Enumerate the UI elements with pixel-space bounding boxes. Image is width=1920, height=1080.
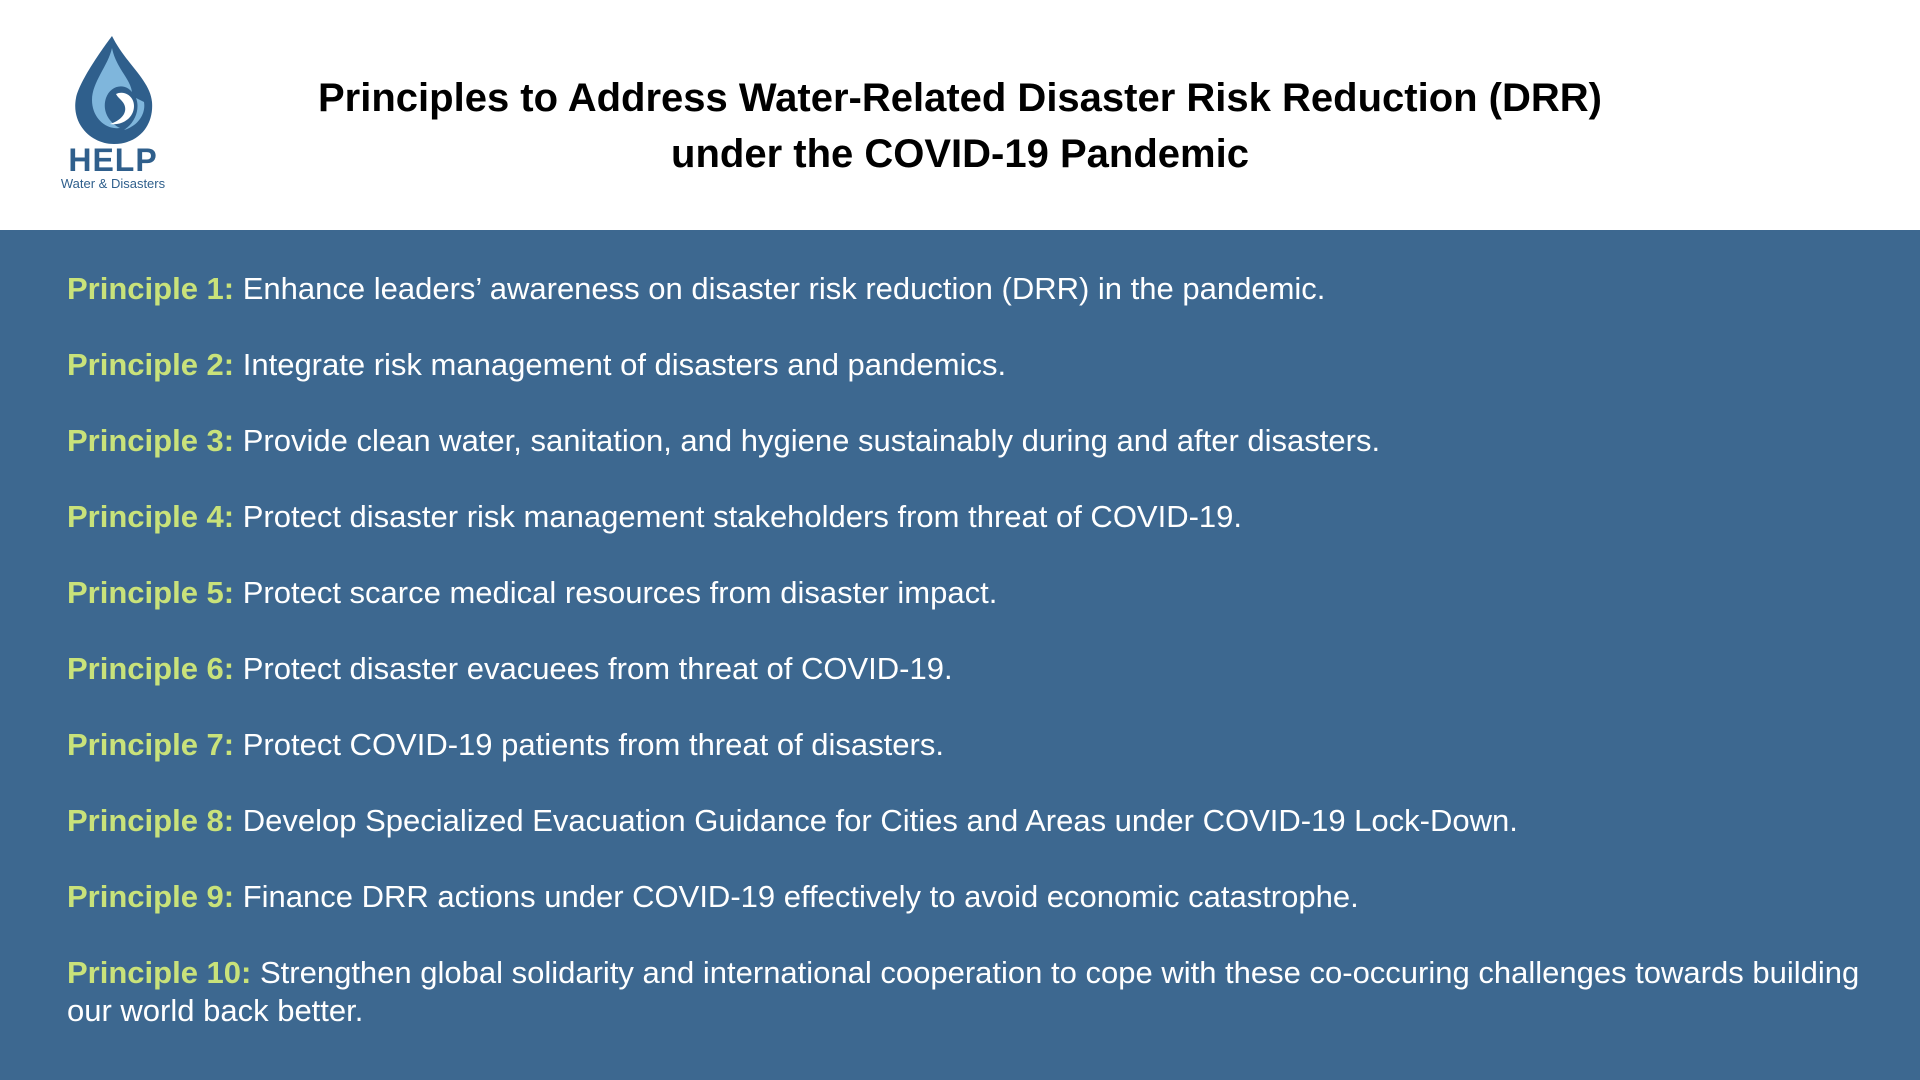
principle-item bbox=[67, 422, 1867, 460]
water-drop-swirl-icon bbox=[66, 34, 158, 146]
principle-item bbox=[67, 650, 1867, 688]
principle-text: Enhance leaders’ awareness on disaster risk reduction (DRR) in the pandemic. bbox=[242, 271, 1326, 306]
principle-label: Principle 2: bbox=[67, 347, 235, 382]
page-title bbox=[200, 70, 1720, 182]
principles-panel bbox=[0, 230, 1920, 1080]
principle-text: Protect COVID-19 patients from threat of disasters. bbox=[242, 727, 944, 762]
principle-text: Finance DRR actions under COVID-19 effectively to avoid economic catastrophe. bbox=[242, 879, 1359, 914]
principle-item bbox=[67, 726, 1867, 764]
logo-name: HELP bbox=[68, 142, 158, 178]
principle-text: Provide clean water, sanitation, and hygiene sustainably during and after disasters. bbox=[242, 423, 1381, 458]
principle-item bbox=[67, 802, 1867, 840]
principle-item bbox=[67, 954, 1867, 1030]
principle-item bbox=[67, 498, 1867, 536]
principle-label: Principle 6: bbox=[67, 651, 235, 686]
principle-item bbox=[67, 574, 1867, 612]
principle-item bbox=[67, 346, 1867, 384]
principle-label: Principle 4: bbox=[67, 499, 235, 534]
principle-text: Strengthen global solidarity and international cooperation to cope with these co-occuring challenges towards building our world back better. bbox=[67, 955, 1860, 1028]
principle-label: Principle 1: bbox=[67, 271, 235, 306]
principle-text: Protect scarce medical resources from disaster impact. bbox=[242, 575, 998, 610]
principle-text: Protect disaster evacuees from threat of COVID-19. bbox=[242, 651, 953, 686]
title-line-1: Principles to Address Water-Related Disaster Risk Reduction (DRR) bbox=[318, 76, 1602, 120]
logo-tagline: Water & Disasters bbox=[60, 176, 166, 191]
principle-label: Principle 3: bbox=[67, 423, 235, 458]
principle-label: Principle 7: bbox=[67, 727, 235, 762]
principle-label: Principle 9: bbox=[67, 879, 235, 914]
principle-item bbox=[67, 270, 1867, 308]
principle-text: Develop Specialized Evacuation Guidance for Cities and Areas under COVID-19 Lock-Down. bbox=[242, 803, 1518, 838]
principle-item bbox=[67, 878, 1867, 916]
title-line-2: under the COVID-19 Pandemic bbox=[671, 132, 1249, 176]
principle-text: Protect disaster risk management stakeholders from threat of COVID-19. bbox=[242, 499, 1243, 534]
principles-list bbox=[67, 270, 1867, 1068]
principle-text: Integrate risk management of disasters and pandemics. bbox=[242, 347, 1007, 382]
principle-label: Principle 5: bbox=[67, 575, 235, 610]
principle-label: Principle 8: bbox=[67, 803, 235, 838]
help-logo bbox=[48, 34, 178, 194]
header bbox=[0, 0, 1920, 230]
principle-label: Principle 10: bbox=[67, 955, 252, 990]
